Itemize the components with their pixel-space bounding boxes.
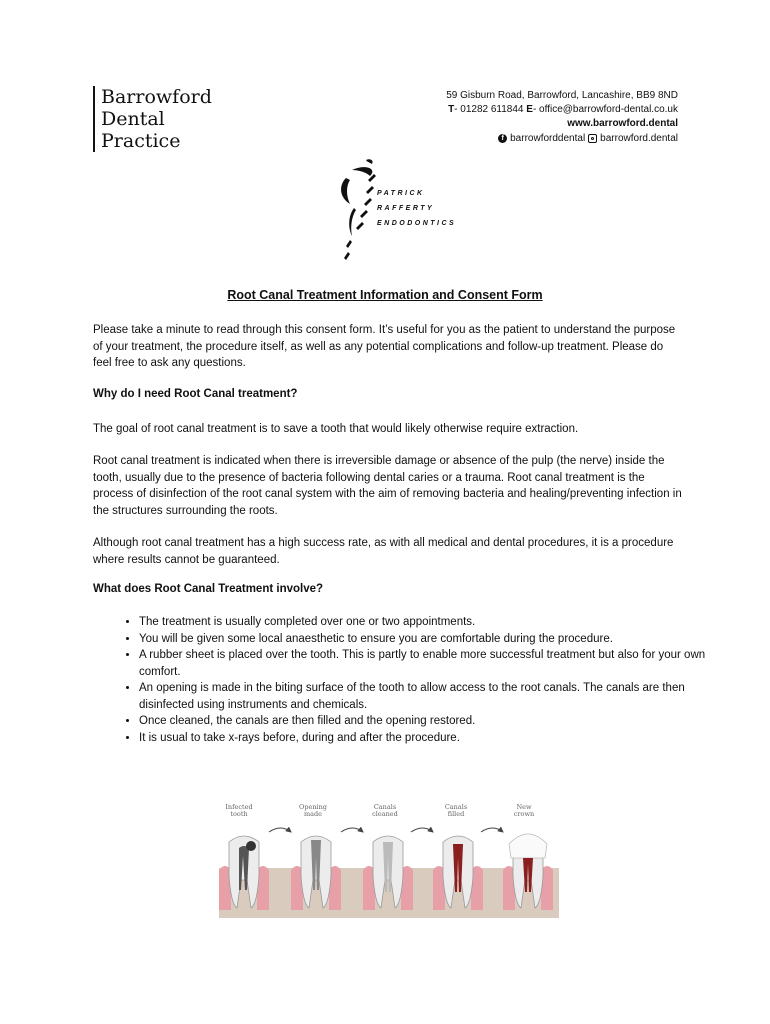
list-item: • A rubber sheet is placed over the tooth. This is partly to enable more successful treatment but also for your own comfort. <box>139 647 729 680</box>
stage-label-infected: Infected tooth <box>225 803 253 818</box>
paragraph-success-rate: Although root canal treatment has a high success rate, as with all medical and dental procedures, it is a procedure where results cannot be guaranteed. <box>93 537 674 566</box>
list-item: • It is usual to take x-rays before, during and after the procedure. <box>139 730 729 747</box>
paragraph-goal: The goal of root canal treatment is to save a tooth that would likely otherwise require extraction. <box>93 423 579 435</box>
stages-illustration <box>205 800 565 920</box>
facebook-icon: f <box>498 134 507 143</box>
instagram-icon <box>588 134 597 143</box>
social-line <box>498 132 678 146</box>
paragraph-indication: Root canal treatment is indicated when there is irreversible damage or absence of the pulp (the nerve) inside the tooth, usually due to the presence of bacteria following dental caries or a trauma. Root canal treatment is the process of disinfection of the root canal system with the aim of removing bacteria and healing/preventing infection in the structures surrounding the roots. <box>93 455 682 517</box>
procedure-list <box>93 614 729 746</box>
list-item: • An opening is made in the biting surface of the tooth to allow access to the root canals. The canals are then disinfected using instruments and chemicals. <box>139 680 729 713</box>
contact-block <box>446 89 678 146</box>
website-link[interactable]: www.barrowford.dental <box>567 118 678 129</box>
facebook-handle[interactable]: barrowforddental <box>510 132 586 144</box>
email-label: E <box>526 104 533 115</box>
section-heading-involve: What does Root Canal Treatment involve? <box>93 583 324 595</box>
endo-logo-line3: ENDODONTICS <box>377 220 457 227</box>
stage-label-cleaned: Canals cleaned <box>372 803 398 818</box>
form-title: Root Canal Treatment Information and Consent Form <box>227 288 543 302</box>
list-item: • You will be given some local anaesthetic to ensure you are comfortable during the procedure. <box>139 631 729 648</box>
endodontics-logo-text <box>377 186 456 231</box>
tel-number: - 01282 611844 <box>454 104 524 115</box>
tel-label: T <box>448 104 455 115</box>
stage-label-filled: Canals filled <box>444 803 468 818</box>
practice-logo-line3: Practice <box>101 130 181 152</box>
instagram-handle[interactable]: barrowford.dental <box>600 132 678 144</box>
intro-paragraph: Please take a minute to read through this consent form. It’s useful for you as the patient to understand the purpose of your treatment, the procedure itself, as well as any potential complications and follow-up treatment. Please do feel free to ask any questions. <box>93 324 676 369</box>
phone-email-line <box>446 103 678 117</box>
section-heading-why: Why do I need Root Canal treatment? <box>93 388 298 400</box>
stage-label-crown: New crown <box>513 803 535 818</box>
practice-logo-line2: Dental <box>101 108 165 130</box>
email-address[interactable]: - office@barrowford-dental.co.uk <box>532 104 678 115</box>
list-item: • Once cleaned, the canals are then filled and the opening restored. <box>139 713 729 730</box>
endo-logo-line2: RAFFERTY <box>377 205 435 212</box>
address: 59 Gisburn Road, Barrowford, Lancashire, BB9 8ND <box>446 90 678 101</box>
practice-logo <box>93 86 212 152</box>
practice-logo-line1: Barrowford <box>101 86 212 108</box>
stage-label-opening: Opening made <box>299 803 327 818</box>
endo-logo-line1: PATRICK <box>377 190 425 197</box>
root-canal-stages-diagram <box>205 800 565 920</box>
list-item: • The treatment is usually completed over one or two appointments. <box>139 614 729 631</box>
arrow-icons <box>269 828 503 832</box>
